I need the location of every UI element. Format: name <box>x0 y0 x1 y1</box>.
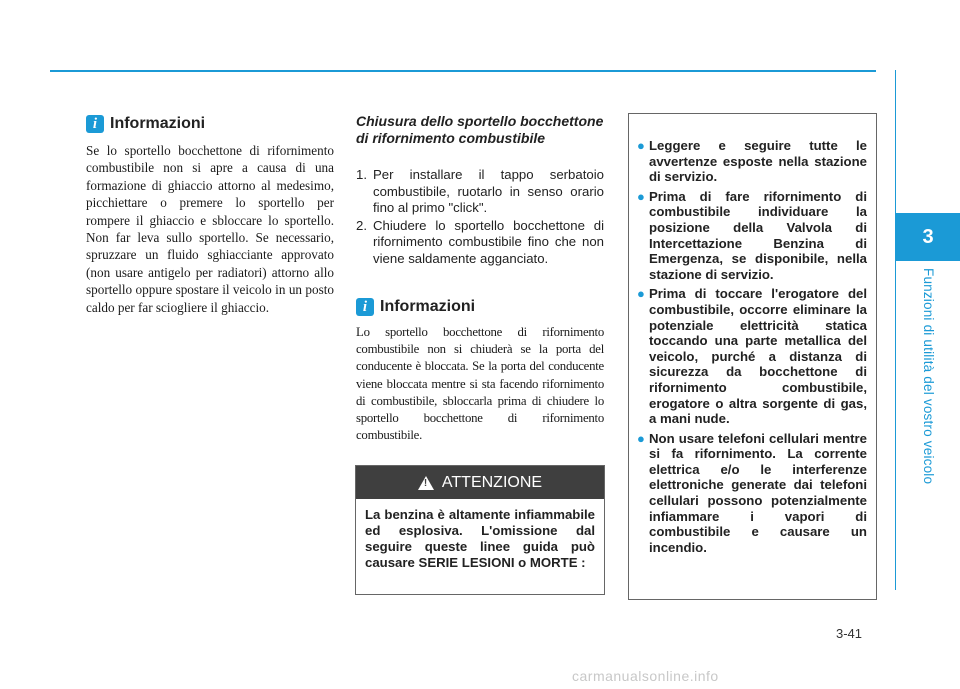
list-item <box>637 189 867 283</box>
info-title: Informazioni <box>110 115 206 132</box>
info-title: Informazioni <box>380 298 476 315</box>
steps-list <box>356 167 604 269</box>
warning-box <box>355 465 605 595</box>
bullet-text: Prima di toccare l'erogatore del combustibile, occorre eliminare la potenziale elettricità statica toccando una parte metallica del veicolo, purché a distanza di sicurezza da bocchettone di rifornimento combustibile, erogatore o altra sorgente di gas, a mani nude. <box>649 286 867 427</box>
watermark: carmanualsonline.info <box>572 668 719 684</box>
bullet-text: Leggere e seguire tutte le avvertenze esposte nella stazione di servizio. <box>649 138 867 185</box>
bullet-dot-icon: ● <box>637 138 645 153</box>
side-rule <box>895 70 896 590</box>
info-icon: i <box>86 115 104 133</box>
top-rule <box>50 70 876 72</box>
warning-header <box>356 466 604 499</box>
warning-title: ATTENZIONE <box>441 473 543 491</box>
step-text: Chiudere lo sportello bocchettone di rifornimento combustibile fino che non viene saldamente agganciato. <box>373 217 604 266</box>
warning-text: La benzina è altamente infiammabile ed esplosiva. L'omissione dal seguire queste linee guida può causare SERIE LESIONI o MORTE : <box>365 507 595 570</box>
bullet-text: Prima di fare rifornimento di combustibile individuare la posizione della Valvola di Intercettazione Benzina di Emergenza, se disponibile, nella stazione di servizio. <box>649 188 867 282</box>
step-number: 2. <box>356 217 367 233</box>
info-icon: i <box>356 298 374 316</box>
list-item <box>637 431 867 556</box>
list-item <box>356 218 604 268</box>
safety-box <box>628 113 877 600</box>
info-heading-left <box>86 115 205 133</box>
step-text: Per installare il tappo serbatoio combustibile, ruotarlo in senso orario fino al primo "click". <box>373 167 604 216</box>
info-body-middle: Lo sportello bocchettone di rifornimento combustibile non si chiuderà se la porta del conducente è bloccata. Se la porta del conducente viene bloccata mentre si sta facendo rifornimento di combustibile, sbloccarla prima di chiudere lo sportello bocchettone di rifornimento combustibile. <box>356 325 604 443</box>
bullet-text: Non usare telefoni cellulari mentre si fa rifornimento. La corrente elettrica e/o le interferenze elettroniche generate dai telefoni cellulari possono potenzialmente infiammare i vapori di combustibile e causare un incendio. <box>649 430 867 555</box>
section-title: Chiusura dello sportello bocchettone di rifornimento combustibile <box>356 113 604 146</box>
info-heading-middle <box>356 298 475 316</box>
bullet-dot-icon: ● <box>637 286 645 302</box>
info-body-left: Se lo sportello bocchettone di rifornimento combustibile non si apre a causa di una formazione di ghiaccio attorno al medesimo, picchiettare o premere lo sportello per rompere il ghiaccio e sbloccare lo sportello. Non far leva sullo sportello. Se necessario, spruzzare un fluido sghiacciante approvato (non usare antigelo per radiatori) attorno allo sportello oppure spostare il veicolo in un posto caldo per far sciogliere il ghiaccio. <box>86 143 334 315</box>
chapter-tab: 3 <box>896 213 960 261</box>
bullet-list <box>637 138 867 555</box>
bullet-dot-icon: ● <box>637 430 645 446</box>
page-number: 3-41 <box>836 626 863 641</box>
warning-triangle-icon <box>418 476 434 490</box>
list-item <box>637 286 867 426</box>
step-number: 1. <box>356 167 367 182</box>
bullet-dot-icon: ● <box>637 188 645 204</box>
list-item <box>356 167 604 217</box>
list-item <box>637 138 867 185</box>
chapter-title: Funzioni di utilità del vostro veicolo <box>921 268 936 485</box>
